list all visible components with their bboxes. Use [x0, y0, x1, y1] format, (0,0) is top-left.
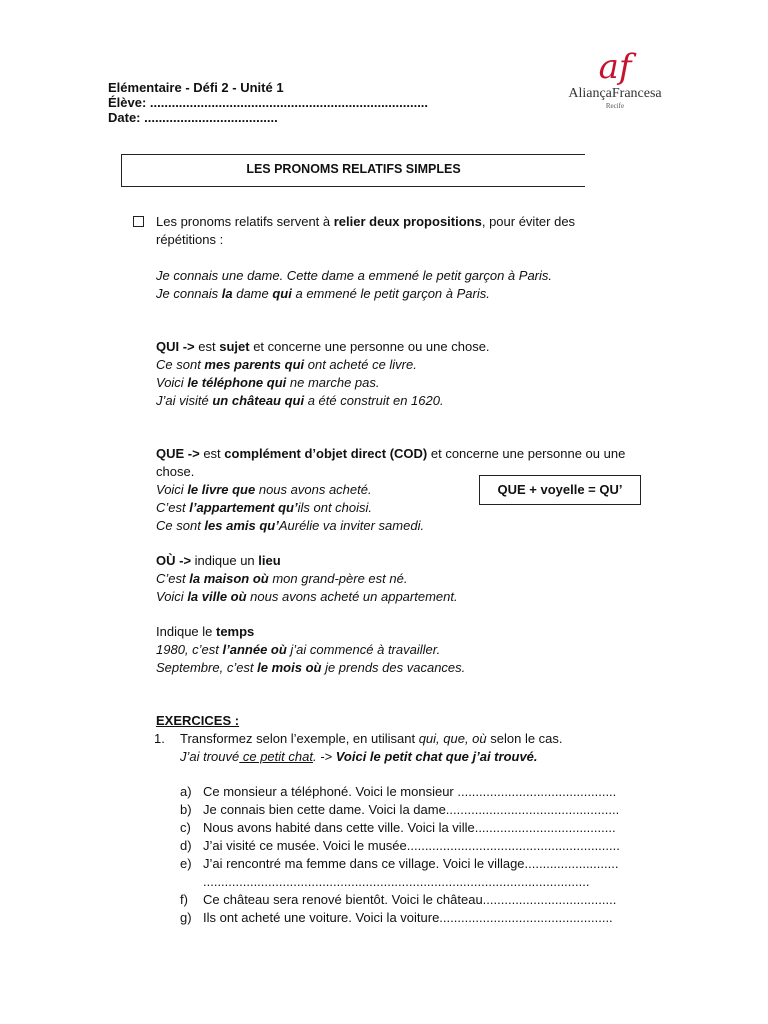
exercise-item-text: Ce monsieur a téléphoné. Voici le monsieur ............................................ — [203, 784, 617, 799]
checkbox-bullet-icon — [133, 216, 144, 227]
que-example-2: C’est l’appartement qu’ils ont choisi. — [156, 500, 373, 515]
exercise-item-text: Nous avons habité dans cette ville. Voici la ville....................................... — [203, 820, 616, 835]
logo-name: AliançaFrancesa — [568, 86, 662, 101]
ou-example-2: Voici la ville où nous avons acheté un appartement. — [156, 589, 458, 604]
temps-example-1: 1980, c’est l’année où j’ai commencé à travailler. — [156, 642, 441, 657]
page-title: LES PRONOMS RELATIFS SIMPLES — [246, 162, 461, 176]
exercise-number: 1. — [154, 731, 165, 746]
exercise-item-letter: a) — [180, 784, 192, 799]
qui-example-1: Ce sont mes parents qui ont acheté ce livre. — [156, 357, 417, 372]
que-example-3: Ce sont les amis qu’Aurélie va inviter samedi. — [156, 518, 425, 533]
exercise-item-text: ........................................................................................................... — [203, 874, 590, 889]
exercise-item-letter: f) — [180, 892, 188, 907]
exercise-item-text: J’ai visité ce musée. Voici le musée........................................................... — [203, 838, 620, 853]
que-heading-cont: chose. — [156, 464, 195, 479]
exercise-item-letter: e) — [180, 856, 192, 871]
date-line: Date: ..................................... — [108, 110, 278, 125]
exercise-item-letter: b) — [180, 802, 192, 817]
que-heading: QUE -> est complément d’objet direct (COD) et concerne une personne ou une — [156, 446, 626, 461]
exercise-item-letter: g) — [180, 910, 192, 925]
qui-heading: QUI -> est sujet et concerne une personne ou une chose. — [156, 339, 490, 354]
intro-line-1: Les pronoms relatifs servent à relier deux propositions, pour éviter des — [156, 214, 576, 229]
alliance-francaise-logo — [560, 47, 670, 110]
exercise-item-text: Ce château sera renové bientôt. Voici le château..................................... — [203, 892, 617, 907]
title-box — [121, 154, 585, 187]
qui-example-2: Voici le téléphone qui ne marche pas. — [156, 375, 380, 390]
intro-example-2: Je connais la dame qui a emmené le petit garçon à Paris. — [156, 286, 490, 301]
qui-example-3: J’ai visité un château qui a été construit en 1620. — [156, 393, 444, 408]
exercise-item-letter: c) — [180, 820, 191, 835]
exercise-instructions: Transformez selon l’exemple, en utilisant qui, que, où selon le cas. — [180, 731, 563, 746]
level-line: Elémentaire - Défi 2 - Unité 1 — [108, 80, 284, 95]
student-line: Élève: ............................................................................. — [108, 95, 429, 110]
exercise-item-text: Je connais bien cette dame. Voici la dame................................................ — [203, 802, 620, 817]
ou-example-1: C’est la maison où mon grand-père est né. — [156, 571, 408, 586]
que-example-1: Voici le livre que nous avons acheté. — [156, 482, 372, 497]
que-rule-box — [479, 475, 641, 505]
que-rule-text: QUE + voyelle = QU’ — [497, 482, 623, 497]
temps-heading: Indique le temps — [156, 624, 255, 639]
temps-example-2: Septembre, c’est le mois où je prends des vacances. — [156, 660, 466, 675]
logo-city: Recife — [605, 102, 625, 110]
af-logo-icon: af — [598, 47, 632, 87]
intro-example-1: Je connais une dame. Cette dame a emmené le petit garçon à Paris. — [156, 268, 552, 283]
exercise-item-letter: d) — [180, 838, 192, 853]
exercise-example: J’ai trouvé ce petit chat. -> Voici le petit chat que j’ai trouvé. — [180, 749, 538, 764]
exercise-item-text: Ils ont acheté une voiture. Voici la voiture................................................ — [203, 910, 613, 925]
exercises-heading: EXERCICES : — [156, 713, 240, 728]
exercise-item-text: J’ai rencontré ma femme dans ce village. Voici le village.......................... — [203, 856, 619, 871]
ou-heading: OÙ -> indique un lieu — [156, 553, 281, 568]
worksheet-header — [108, 80, 488, 125]
intro-line-2: répétitions : — [156, 232, 224, 247]
